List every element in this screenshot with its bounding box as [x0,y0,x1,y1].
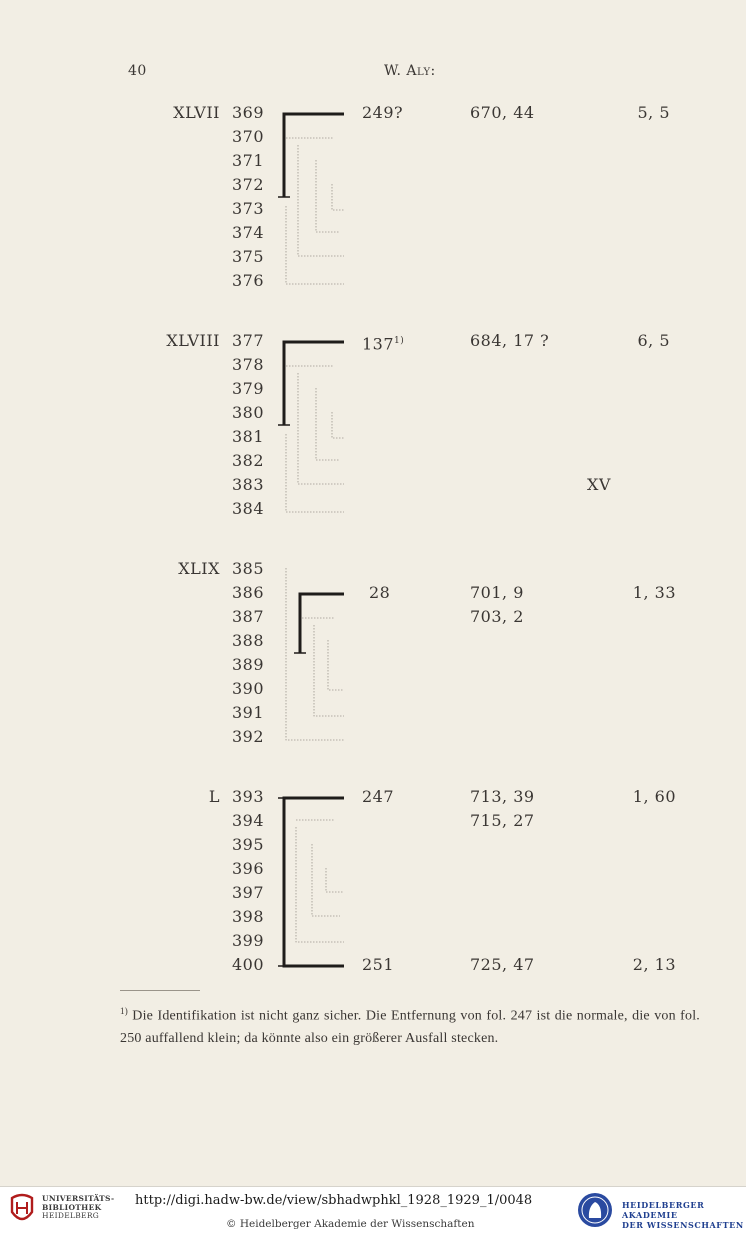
row-number: 387 [231,607,264,626]
ratio-value: 5, 5 [637,103,670,122]
bracket-main [284,798,344,966]
row-number: 391 [231,703,264,722]
row-number: 393 [231,787,264,806]
footnote-rule [120,990,200,991]
row-number: 386 [231,583,264,602]
row-number: 392 [231,727,264,746]
row-number: 371 [231,151,264,170]
ratio-value: 1, 33 [632,583,676,602]
row-number: 379 [231,379,264,398]
row-number: 374 [231,223,264,242]
row-number: 385 [231,559,264,578]
row-number: 381 [231,427,264,446]
row-number: 397 [231,883,264,902]
row-number: 394 [231,811,264,830]
folio-reference: 247 [362,787,395,806]
running-title: W. Aly: [384,63,436,79]
row-number: 384 [231,499,264,518]
copyright-notice: © Heidelberger Akademie der Wissenschaften [226,1218,475,1230]
measure-value: 703, 2 [470,607,524,626]
section-marker: XV [587,475,611,494]
bracket-group [278,114,344,284]
row-number: 377 [231,331,264,350]
academy-seal-icon [576,1191,614,1229]
footnote-marker: 1) [394,336,405,346]
footnote [120,1000,700,1050]
row-number: 370 [231,127,264,146]
row-number: 389 [231,655,264,674]
university-library-logo-icon [8,1192,36,1228]
row-number: 378 [231,355,264,374]
measure-value: 715, 27 [470,811,535,830]
row-number: 375 [231,247,264,266]
ratio-value: 1, 60 [632,787,676,806]
row-number: 388 [231,631,264,650]
bracket-main [300,594,344,653]
row-number: 380 [231,403,264,422]
row-number: 399 [231,931,264,950]
academy-name: HEIDELBERGER AKADEMIE DER WISSENSCHAFTEN [622,1200,744,1230]
row-number: 383 [231,475,264,494]
group-roman-numeral: XLVIII [166,331,220,350]
measure-value: 725, 47 [470,955,535,974]
row-number: 400 [231,955,264,974]
folio-reference: 251 [362,955,395,974]
row-number: 369 [231,103,264,122]
group-roman-numeral: XLVII [173,103,220,122]
ratio-value: 2, 13 [632,955,676,974]
group-roman-numeral: L [208,787,220,806]
bracket-group [286,568,344,740]
measure-value: 713, 39 [470,787,535,806]
page-number: 40 [128,63,147,79]
row-number: 373 [231,199,264,218]
bracket-dotted [286,138,344,284]
row-number: 376 [231,271,264,290]
bracket-dotted [286,366,344,512]
row-number: 398 [231,907,264,926]
group-roman-numeral: XLIX [178,559,220,578]
bracket-main [284,114,344,197]
ratio-value: 6, 5 [637,331,670,350]
footnote-text: Die Identifikation ist nicht ganz sicher. Die Entfernung von fol. 247 ist die normale, die von fol. 250 auffallend klein; da könnte also ein größerer Ausfall stecken. [120,1008,701,1046]
row-number: 396 [231,859,264,878]
folio-reference: 137$^{1)}$ [362,334,405,354]
bracket-dotted [296,820,344,942]
university-library-name: UNIVERSITÄTS- BIBLIOTHEK HEIDELBERG [42,1194,115,1220]
bracket-group [278,342,344,512]
folio-reference: 249? [362,103,404,122]
bracket-main [284,342,344,425]
measure-value: 684, 17 ? [470,331,550,350]
row-number: 390 [231,679,264,698]
measure-value: 670, 44 [470,103,535,122]
footnote-mark: 1) [120,1006,128,1016]
document-url-link[interactable]: http://digi.hadw-bw.de/view/sbhadwphkl_1928_1929_1/0048 [135,1193,533,1208]
folio-reference: 28 [369,583,391,602]
row-number: 382 [231,451,264,470]
row-number: 395 [231,835,264,854]
measure-value: 701, 9 [470,583,524,602]
row-number: 372 [231,175,264,194]
bracket-group [278,798,344,966]
